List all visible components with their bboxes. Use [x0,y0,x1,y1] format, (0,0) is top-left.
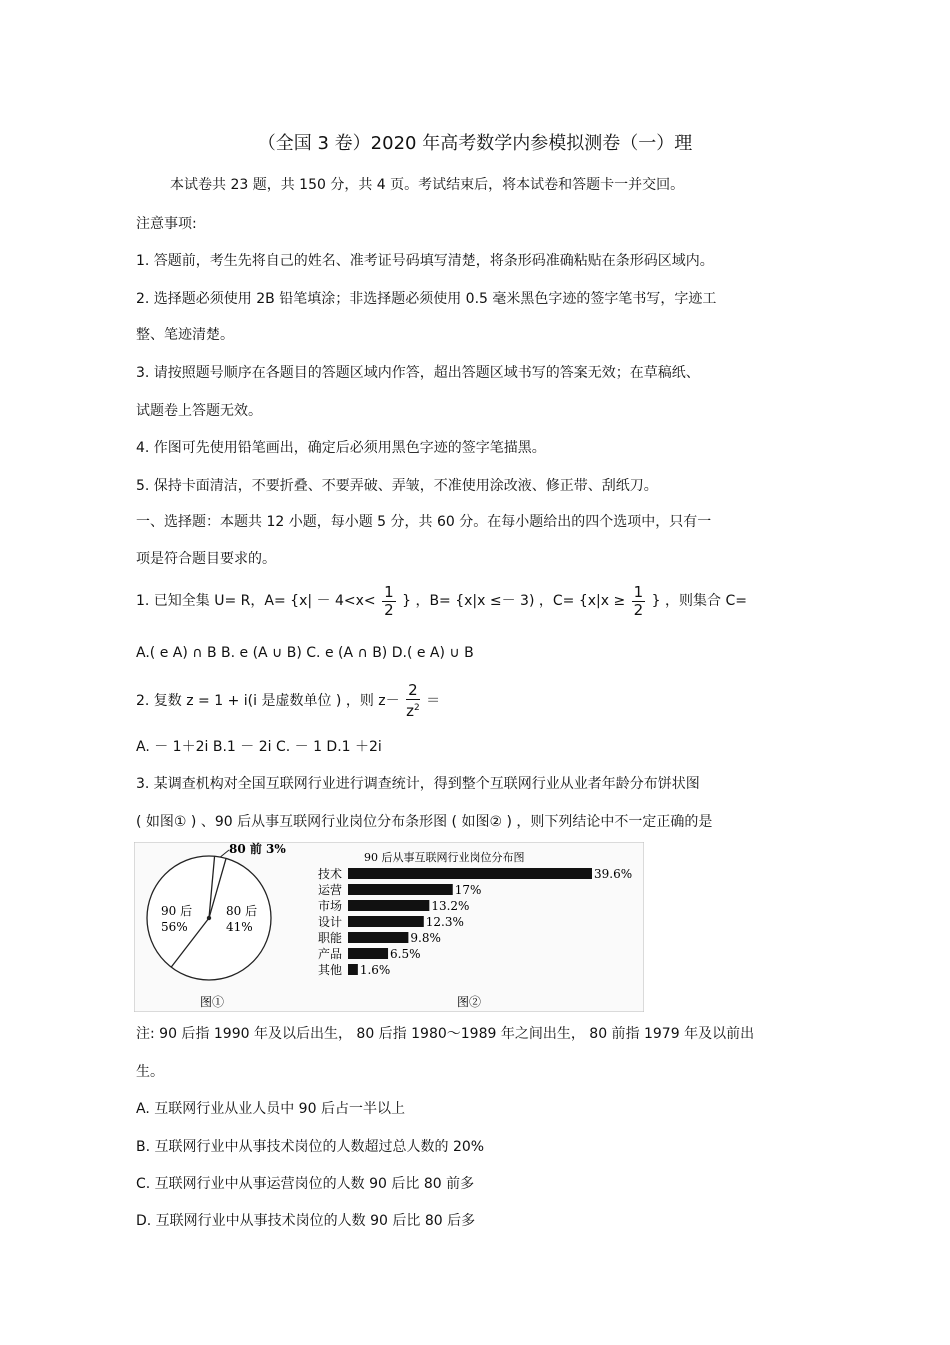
q1-text-c: } ，则集合 C= [651,593,747,609]
notice-2-cont: 整、笔迹清楚。 [136,327,234,343]
bar-职能 [348,932,408,943]
q3-figure [134,842,644,1012]
bar-category-label: 其他 [318,963,343,977]
question-2 [136,680,440,722]
frac-num: 2 [406,682,420,700]
pie-label-80-name: 80 后 [226,904,258,918]
pie-caption: 图① [200,995,225,1009]
bar-其他 [348,964,358,975]
exponent: 2 [413,703,420,713]
notice-heading: 注意事项: [136,216,197,232]
pie-label-90-value: 56% [161,920,188,934]
bar-value-label: 12.3% [425,915,464,929]
bar-技术 [348,868,592,879]
fraction-half [382,584,396,619]
bar-value-label: 9.8% [410,931,441,945]
q3-option-c: C. 互联网行业中从事运营岗位的人数 90 后比 80 前多 [136,1176,475,1192]
pie-label-80-before: 80 前 3% [229,842,286,856]
q3-note-2: 生。 [136,1064,164,1080]
frac-den: 2 [633,600,644,619]
bar-value-label: 6.5% [390,947,421,961]
frac-num: 1 [384,582,394,601]
q3-option-a: A. 互联网行业从业人员中 90 后占一半以上 [136,1101,405,1117]
fraction-half [632,584,646,619]
q2-text-b: ＝ [426,693,441,709]
q3-stem-1: 3. 某调查机构对全国互联网行业进行调查统计，得到整个互联网行业从业者年龄分布饼状图 [136,776,700,792]
frac-den: 2 [384,600,394,619]
q3-note-1: 注: 90 后指 1990 年及以后出生， 80 后指 1980～1989 年之间出生， 80 前指 1979 年及以前出 [136,1026,755,1042]
q3-option-b: B. 互联网行业中从事技术岗位的人数超过总人数的 20% [136,1139,485,1155]
notice-3: 3. 请按照题号顺序在各题目的答题区域内作答，超出答题区域书写的答案无效；在草稿纸、 [136,365,700,381]
bar-value-label: 13.2% [431,899,470,913]
q3-option-d: D. 互联网行业中从事技术岗位的人数 90 后比 80 后多 [136,1213,476,1229]
page-title: （全国 3 卷）2020 年高考数学内参模拟测卷（一）理 [257,133,693,154]
bar-category-label: 产品 [318,947,343,961]
q1-text-b: } ，B= {x|x ≤－ 3) ，C= {x|x ≥ [402,593,626,609]
bar-caption: 图② [457,995,482,1009]
fraction-2-over-z2 [406,682,420,720]
figure-svg [134,842,644,1012]
q1-text-a: 1. 已知全集 U= R，A= {x| － 4<x< [136,593,376,609]
notice-1: 1. 答题前，考生先将自己的姓名、准考证号码填写清楚，将条形码准确粘贴在条形码区域内。 [136,253,714,269]
section-heading: 一、选择题：本题共 12 小题，每小题 5 分，共 60 分。在每小题给出的四个选项中，只有一 [136,514,712,530]
pie-label-90-name: 90 后 [161,904,193,918]
bar-category-label: 职能 [318,931,343,945]
q3-stem-2: ( 如图① ) 、90 后从事互联网行业岗位分布条形图 ( 如图② ) ，则下列结论中不一定正确的是 [136,814,713,830]
bar-市场 [348,900,429,911]
q2-text-a: 2. 复数 z = 1 + i(i 是虚数单位 ) ，则 z－ [136,693,400,709]
bar-运营 [348,884,453,895]
pie-center [207,916,211,920]
question-1 [136,580,747,622]
bar-value-label: 1.6% [359,963,391,977]
notice-4: 4. 作图可先使用铅笔画出，确定后必须用黑色字迹的签字笔描黑。 [136,440,546,456]
bar-value-label: 17% [454,883,482,897]
notice-3-cont: 试题卷上答题无效。 [136,403,262,419]
bar-设计 [348,916,424,927]
frac-num: 1 [633,582,644,601]
q2-options: A. － 1＋2i B.1 － 2i C. － 1 D.1 ＋2i [136,739,382,755]
bar-title: 90 后从事互联网行业岗位分布图 [364,851,525,864]
notice-2: 2. 选择题必须使用 2B 铅笔填涂；非选择题必须使用 0.5 毫米黑色字迹的签字笔书写，字迹工 [136,291,717,307]
frac-den: $z^2$ [406,702,420,720]
notice-5: 5. 保持卡面清洁，不要折叠、不要弄破、弄皱，不准使用涂改液、修正带、刮纸刀。 [136,478,658,494]
bar-category-label: 运营 [318,883,343,897]
bar-category-label: 技术 [318,867,343,881]
pie-label-80-value: 41% [226,920,253,934]
bar-category-label: 设计 [318,915,343,929]
intro-text: 本试卷共 23 题，共 150 分，共 4 页。考试结束后，将本试卷和答题卡一并交回。 [170,177,685,193]
q1-options: A.( e A) ∩ B B. e (A ∪ B) C. e (A ∩ B) D.( e A) ∪ B [136,645,474,661]
bar-产品 [348,948,388,959]
bar-value-label: 39.6% [594,867,633,881]
section-heading-cont: 项是符合题目要求的。 [136,551,276,567]
bar-category-label: 市场 [318,899,343,913]
